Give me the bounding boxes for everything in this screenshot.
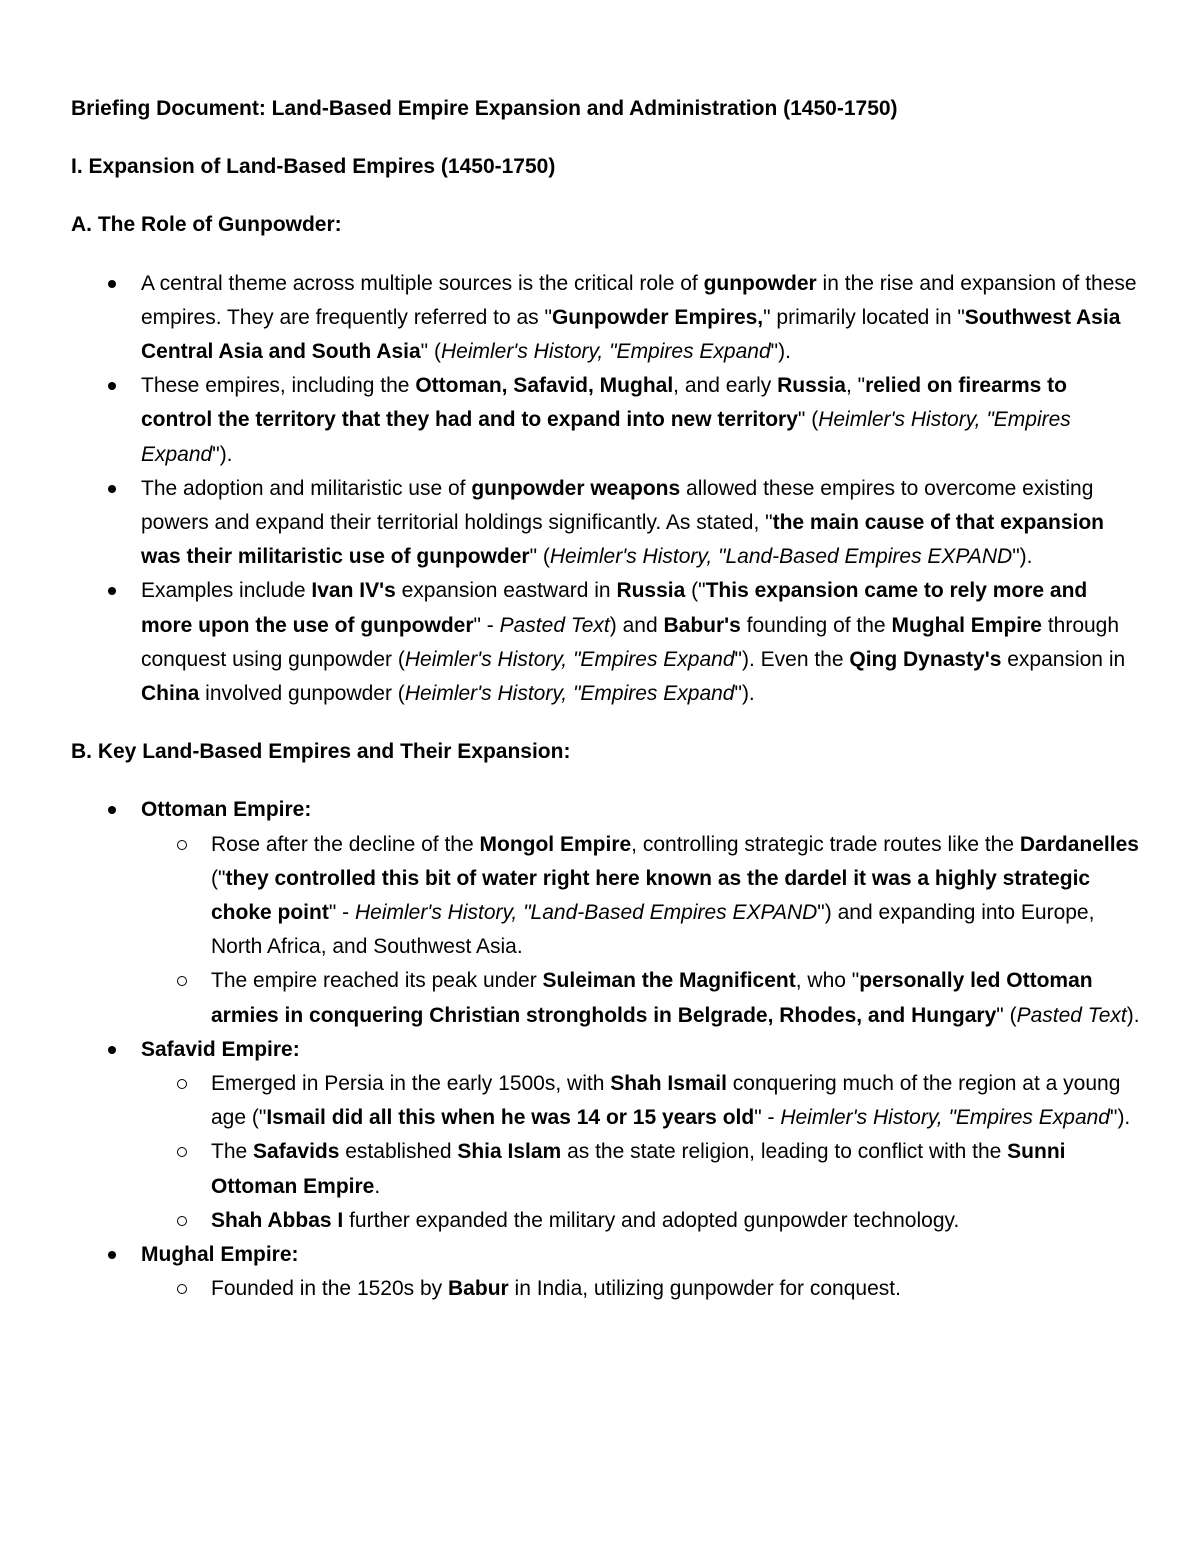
section-heading-expansion: I. Expansion of Land-Based Empires (1450-1750)	[71, 155, 556, 179]
gunpowder-bullet-list	[71, 267, 1141, 712]
list-item-safavid	[141, 1033, 1141, 1238]
mughal-label: Mughal Empire:	[141, 1243, 299, 1267]
mughal-sublist	[141, 1272, 1141, 1306]
subsection-heading-gunpowder: A. The Role of Gunpowder:	[71, 213, 342, 237]
list-item: Founded in the 1520s by Babur in India, utilizing gunpowder for conquest.	[211, 1272, 1141, 1306]
list-item: Rose after the decline of the Mongol Empire, controlling strategic trade routes like the Dardanelles ("they controlled this bit of water right here known as the dardel it was a highly strategic choke point" - Heimler's History, "Land-Based Empires EXPAND") and expanding into Europe, North Africa, and Southwest Asia.	[211, 828, 1141, 965]
list-item-ottoman	[141, 793, 1141, 1032]
list-item-mughal	[141, 1238, 1141, 1306]
list-item: The adoption and militaristic use of gunpowder weapons allowed these empires to overcome existing powers and expand their territorial holdings significantly. As stated, "the main cause of that expansion was their militaristic use of gunpowder" (Heimler's History, "Land-Based Empires EXPAND").	[141, 472, 1141, 575]
document-title: Briefing Document: Land-Based Empire Expansion and Administration (1450-1750)	[71, 97, 898, 120]
list-item: The empire reached its peak under Suleiman the Magnificent, who "personally led Ottoman armies in conquering Christian strongholds in Belgrade, Rhodes, and Hungary" (Pasted Text).	[211, 964, 1141, 1032]
ottoman-sublist	[141, 828, 1141, 1033]
list-item: A central theme across multiple sources is the critical role of gunpowder in the rise and expansion of these empires. They are frequently referred to as "Gunpowder Empires," primarily located in "Southwest Asia Central Asia and South Asia" (Heimler's History, "Empires Expand").	[141, 267, 1141, 370]
document-page	[71, 92, 1141, 1307]
ottoman-label: Ottoman Empire:	[141, 798, 312, 822]
list-item: These empires, including the Ottoman, Safavid, Mughal, and early Russia, "relied on firearms to control the territory that they had and to expand into new territory" (Heimler's History, "Empires Expand").	[141, 369, 1141, 472]
safavid-label: Safavid Empire:	[141, 1037, 300, 1061]
list-item: The Safavids established Shia Islam as the state religion, leading to conflict with the Sunni Ottoman Empire.	[211, 1135, 1141, 1203]
empires-list	[71, 793, 1141, 1306]
safavid-sublist	[141, 1067, 1141, 1238]
list-item: Examples include Ivan IV's expansion eastward in Russia ("This expansion came to rely more and more upon the use of gunpowder" - Pasted Text) and Babur's founding of the Mughal Empire through conquest using gunpowder (Heimler's History, "Empires Expand"). Even the Qing Dynasty's expansion in China involved gunpowder (Heimler's History, "Empires Expand").	[141, 574, 1141, 711]
subsection-heading-key-empires: B. Key Land-Based Empires and Their Expansion:	[71, 740, 571, 764]
list-item: Emerged in Persia in the early 1500s, with Shah Ismail conquering much of the region at a young age ("Ismail did all this when he was 14 or 15 years old" - Heimler's History, "Empires Expand").	[211, 1067, 1141, 1135]
list-item: Shah Abbas I further expanded the military and adopted gunpowder technology.	[211, 1204, 1141, 1238]
